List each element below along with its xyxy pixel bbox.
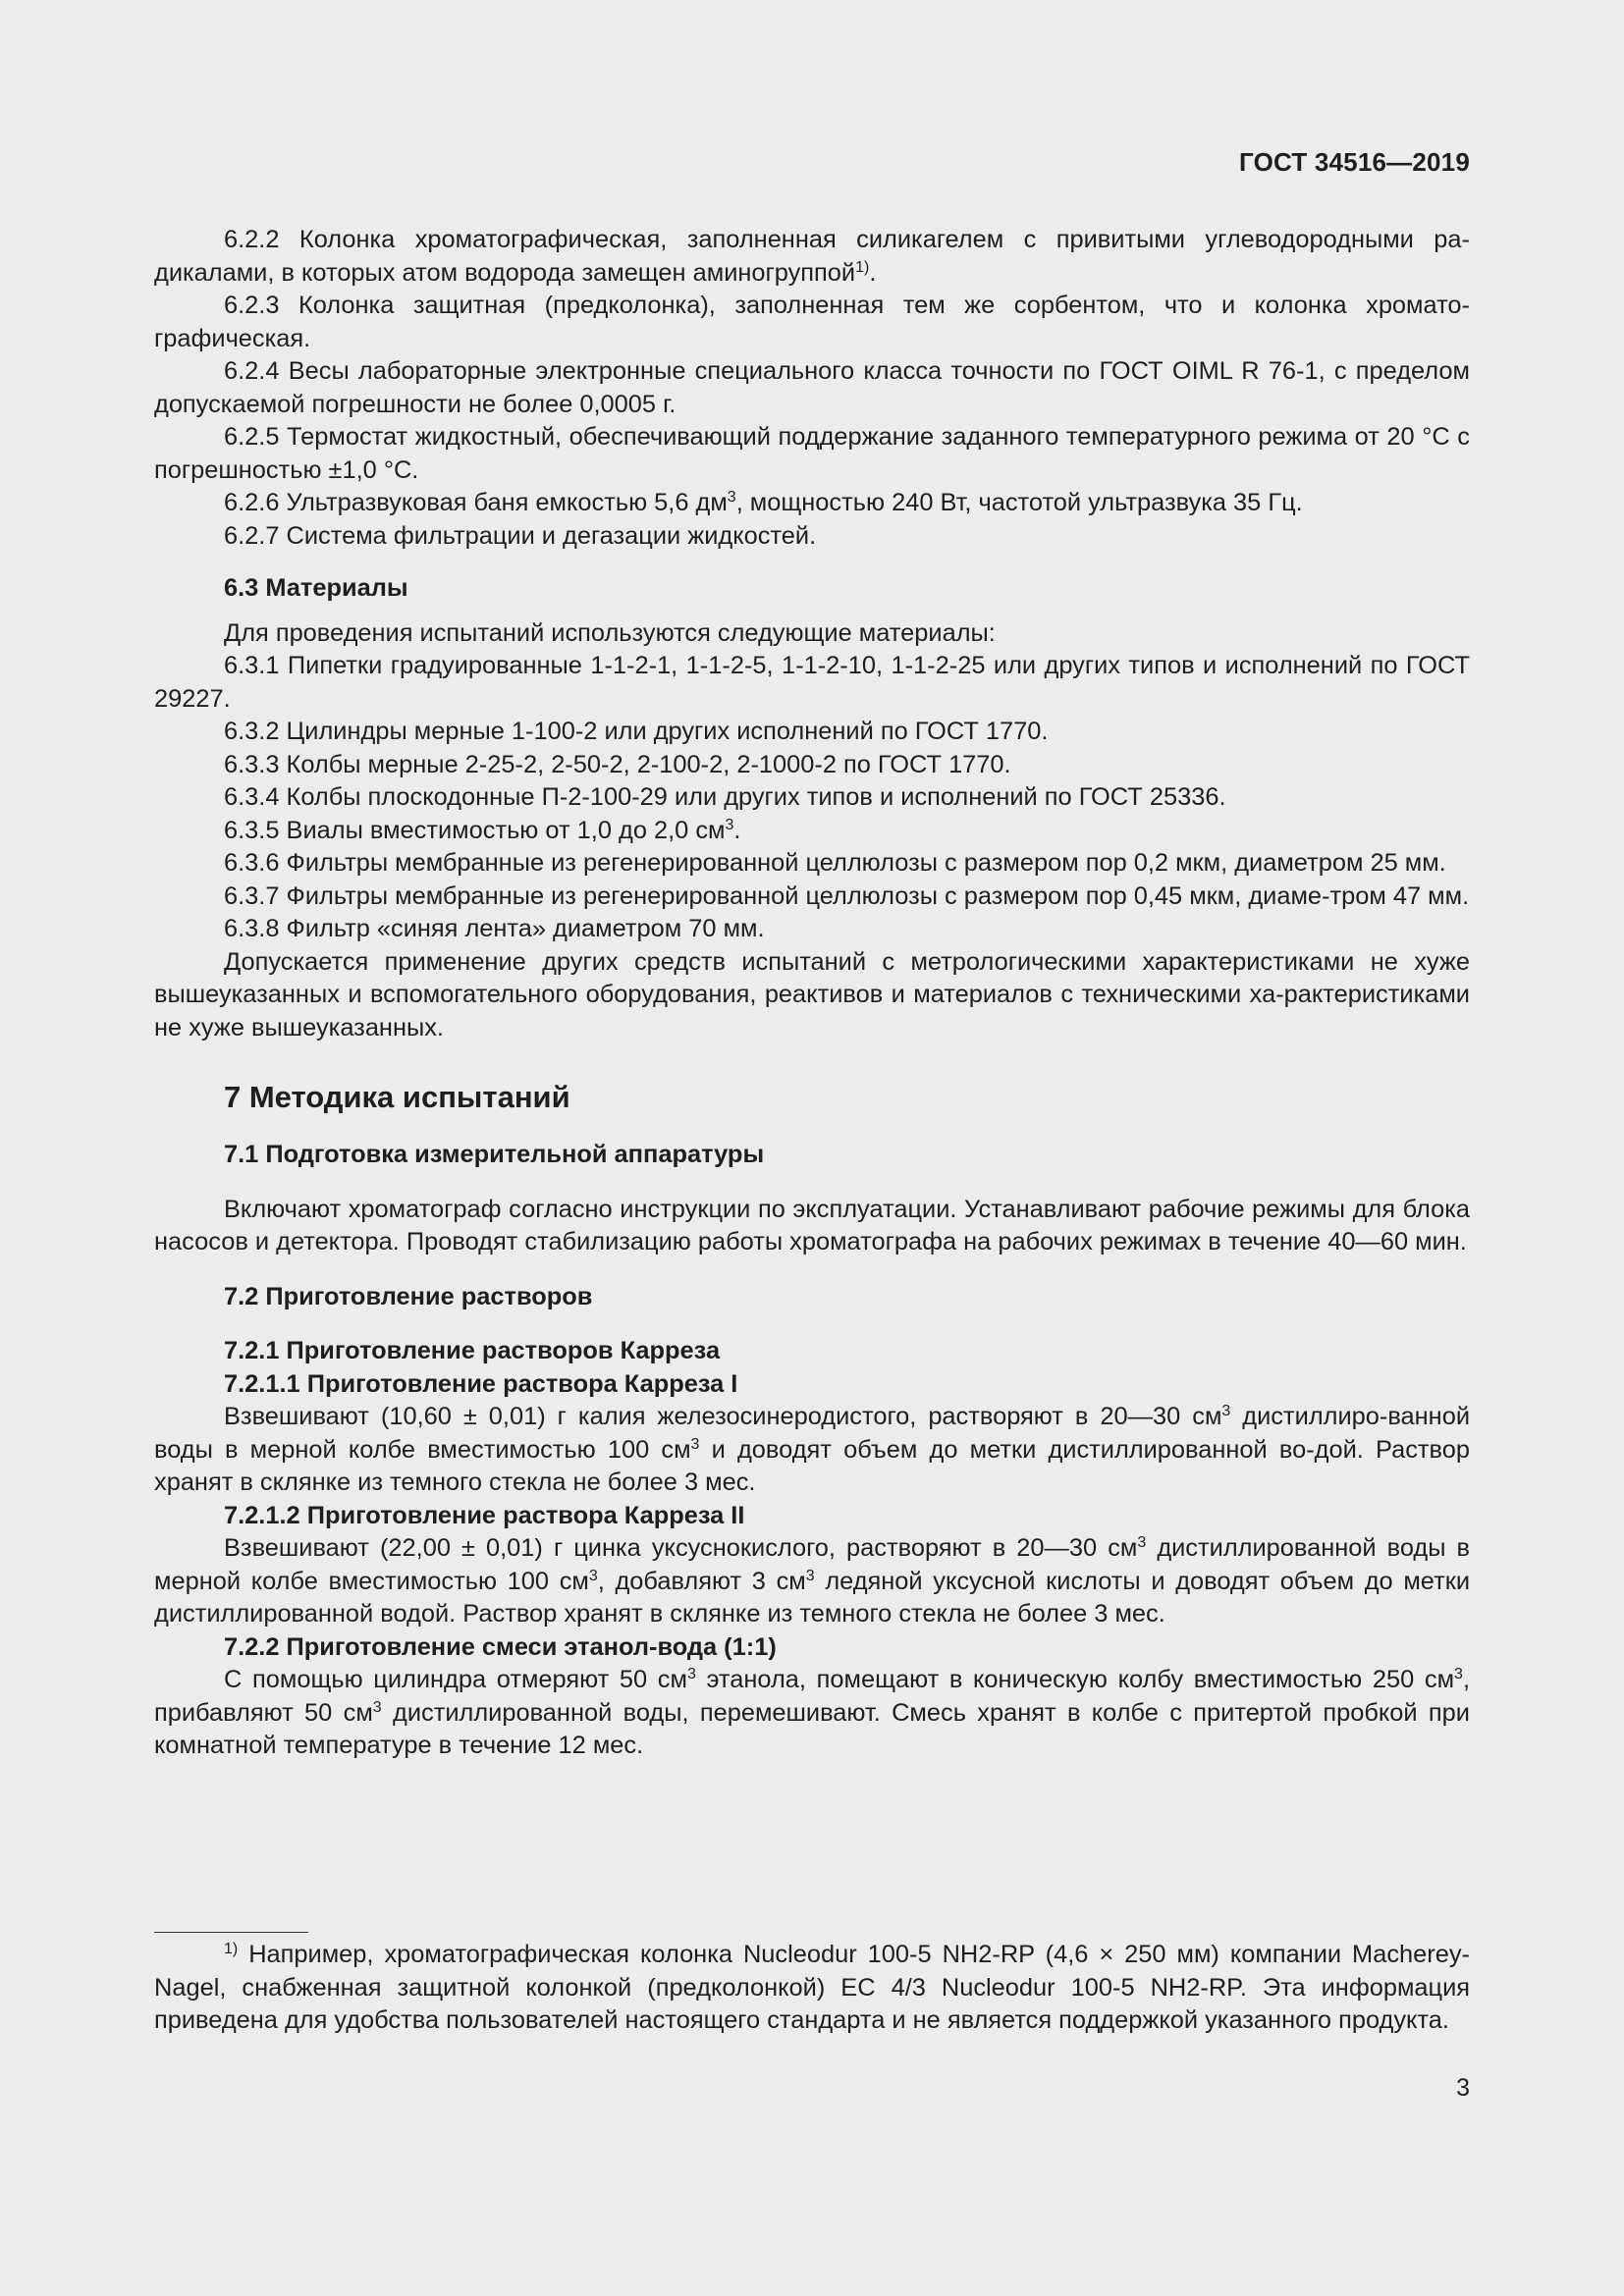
superscript: 3 [1221, 1403, 1231, 1419]
footnote-body: Например, хроматографическая колонка Nucleodur 100-5 NH2-RP (4,6 × 250 мм) компании Macherey-Nagel, снабженная защитной колонкой (предколонкой) EC 4/3 Nucleodur 100-5 NH2-RP. Эта информация приведена для удобства пользователей настоящего стандарта и не является поддержкой указанного продукта. [154, 1941, 1470, 2034]
superscript: 3 [686, 1666, 696, 1682]
clause-text: Взвешивают (10,60 ± 0,01) г калия железосинеродистого, растворяют в 20—30 см [224, 1403, 1222, 1430]
clause-text: , мощностью 240 Вт, частотой ультразвука 35 Гц. [735, 489, 1303, 516]
clause-text: Взвешивают (22,00 ± 0,01) г цинка уксуснокислого, растворяют в 20—30 см [224, 1534, 1138, 1562]
clause-6-3-3: 6.3.3 Колбы мерные 2-25-2, 2-50-2, 2-100-2, 2-1000-2 по ГОСТ 1770. [224, 750, 1011, 778]
footnote-divider [154, 1932, 308, 1933]
paragraph-7-1: Включают хроматограф согласно инструкции по эксплуатации. Устанавливают рабочие режимы для блока насосов и детектора. Проводят стабилизацию работы хроматографа на рабочих режимах в течение 40—60 мин. [154, 1195, 1470, 1255]
clause-text: . [733, 816, 741, 844]
heading-7-2-2: 7.2.2 Приготовление смеси этанол-вода (1:1) [224, 1632, 777, 1661]
clause-text: 6.3.5 Виалы вместимостью от 1,0 до 2,0 см [224, 816, 726, 844]
clause-text: ледяной уксусной кислоты и доводят объем до метки дистиллированной водой. Раствор хранят в склянке из темного стекла не более 3 мес. [154, 1567, 1471, 1628]
clause-6-2-2 [154, 224, 1470, 290]
paragraph-7-2-1-1 [154, 1401, 1470, 1500]
clause-text: 6.2.6 Ультразвуковая баня емкостью 5,6 дм [224, 489, 728, 516]
page-number: 3 [1456, 2074, 1470, 2102]
clause-6-3-2: 6.3.2 Цилиндры мерные 1-100-2 или других исполнений по ГОСТ 1770. [224, 718, 1049, 745]
heading-7-2-1-2: 7.2.1.2 Приготовление раствора Карреза II [224, 1501, 745, 1529]
clause-6-2-3: 6.2.3 Колонка защитная (предколонка), заполненная тем же сорбентом, что и колонка хромато-графическая. [154, 292, 1470, 352]
clause-text: дикалами, в которых атом водорода замещен аминогруппой [154, 258, 856, 287]
document-page [154, 0, 1470, 2296]
clause-text: , прибавляют 50 см [154, 1666, 1470, 1727]
superscript: 3 [805, 1567, 815, 1584]
paragraph-6-3-intro: Для проведения испытаний используются следующие материалы: [224, 618, 996, 647]
footnote [154, 1939, 1470, 2038]
clause-text: С помощью цилиндра отмеряют 50 см [224, 1666, 687, 1693]
clause-text: , добавляют 3 см [597, 1567, 806, 1595]
superscript: 3 [588, 1567, 598, 1584]
clause-6-3-7: 6.3.7 Фильтры мембранные из регенерированной целлюлозы с размером пор 0,45 мкм, диаме-тром 47 мм. [224, 881, 1470, 910]
clause-text: этанола, помещают в коническую колбу вместимостью 250 см [695, 1666, 1455, 1693]
footnote-ref: 1) [855, 258, 870, 276]
footnote-marker: 1) [224, 1941, 239, 1957]
clause-6-2-7: 6.2.7 Система фильтрации и дегазации жидкостей. [224, 521, 817, 550]
superscript: 3 [1137, 1534, 1147, 1551]
paragraph-6-3-allowance: Допускается применение других средств испытаний с метрологическими характеристиками не хуже вышеуказанных и вспомогательного оборудования, реактивов и материалов с техническими ха-рактеристиками не хуже вышеуказанных. [154, 947, 1470, 1041]
paragraph-7-2-1-2 [154, 1532, 1470, 1631]
clause-6-2-5: 6.2.5 Термостат жидкостный, обеспечивающий поддержание заданного температурного режима от 20 °C с погрешностью ±1,0 °C. [154, 423, 1470, 484]
section-heading-7: 7 Методика испытаний [224, 1080, 570, 1114]
heading-7-2-1-1: 7.2.1.1 Приготовление раствора Карреза I [224, 1369, 738, 1398]
superscript: 3 [725, 816, 734, 833]
superscript: 3 [1454, 1666, 1463, 1682]
clause-6-2-4: 6.2.4 Весы лабораторные электронные специального класса точности по ГОСТ OIML R 76-1, с пределом допускаемой погрешности не более 0,0005 г. [154, 357, 1470, 418]
paragraph-7-2-2 [154, 1664, 1470, 1763]
clause-text: дистиллированной воды, перемешивают. Смесь хранят в колбе с притертой пробкой при комнатной температуре в течение 12 мес. [154, 1698, 1470, 1759]
heading-7-1: 7.1 Подготовка измерительной аппаратуры [224, 1141, 765, 1168]
clause-6-3-4: 6.3.4 Колбы плоскодонные П-2-100-29 или других типов и исполнений по ГОСТ 25336. [224, 783, 1226, 811]
superscript: 3 [690, 1435, 700, 1453]
superscript: 3 [727, 489, 736, 506]
clause-6-3-5 [154, 815, 1470, 848]
clause-text: 6.2.2 Колонка хроматографическая, заполненная силикагелем с привитыми углеводородными ра- [224, 226, 1470, 253]
clause-text: дистиллированной воды в мерной колбе вместимостью 100 см [154, 1534, 1470, 1595]
heading-7-2: 7.2 Приготовление растворов [224, 1282, 593, 1310]
clause-6-2-6 [154, 487, 1470, 520]
clause-6-3-1: 6.3.1 Пипетки градуированные 1-1-2-1, 1-1-2-5, 1-1-2-10, 1-1-2-25 или других типов и исполнений по ГОСТ 29227. [154, 652, 1470, 713]
document-body [154, 224, 1470, 1763]
clause-text: дистиллиро-ванной воды в мерной колбе вместимостью 100 см [154, 1403, 1470, 1464]
footnote-text [154, 1939, 1470, 2038]
clause-6-3-8: 6.3.8 Фильтр «синяя лента» диаметром 70 мм. [224, 915, 765, 942]
document-header-id: ГОСТ 34516—2019 [1239, 147, 1470, 177]
heading-7-2-1: 7.2.1 Приготовление растворов Карреза [224, 1337, 721, 1364]
clause-text: . [869, 258, 877, 287]
superscript: 3 [372, 1698, 382, 1716]
heading-6-3: 6.3 Материалы [224, 574, 408, 602]
clause-text: и доводят объем до метки дистиллированной во-дой. Раствор хранят в склянке из темного стекла не более 3 мес. [154, 1435, 1470, 1496]
clause-6-3-6: 6.3.6 Фильтры мембранные из регенерированной целлюлозы с размером пор 0,2 мкм, диаметром 25 мм. [224, 849, 1446, 877]
